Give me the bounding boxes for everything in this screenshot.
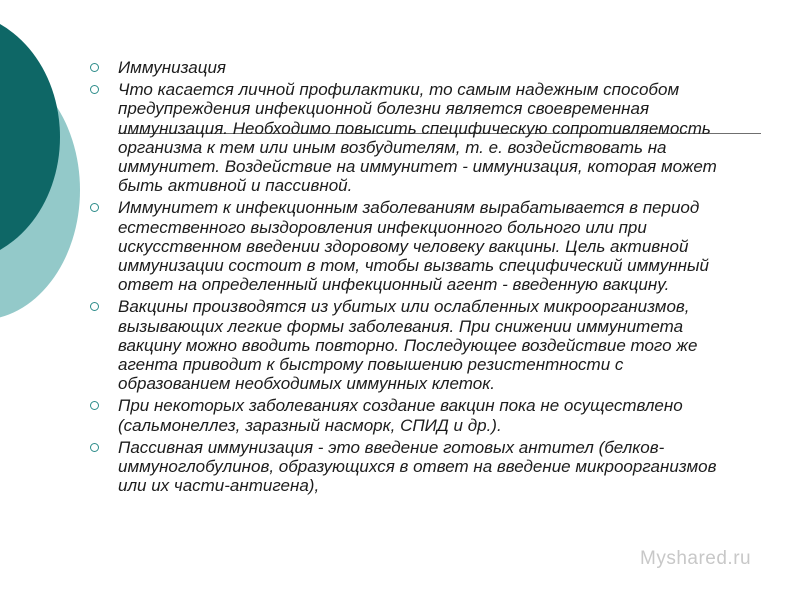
circle-outline-icon xyxy=(90,443,99,452)
bullet-item xyxy=(88,297,728,393)
circle-outline-icon xyxy=(90,63,99,72)
bullet-text: Иммунитет к инфекционным заболеваниям вырабатывается в период естественного выздоровления инфекционного больного или при искусственном введении здоровому человеку вакцины. Цель активной иммунизации состоит в том, чтобы вызвать специфический иммунный ответ на определенный инфекционный агент - введенную вакцину. xyxy=(118,198,709,295)
circle-outline-icon xyxy=(90,203,99,212)
bullet-item xyxy=(88,438,728,496)
circle-outline-icon xyxy=(90,401,99,410)
bullet-item xyxy=(88,198,728,294)
bullet-text: Что касается личной профилактики, то самым надежным способом предупреждения инфекционной болезни является своевременная иммунизация. Необходимо повысить специфическую сопротивляемость организма к тем или иным возбудителям, т. е. воздействовать на иммунитет. Воздействие на иммунитет - иммунизация, которая может быть активной и пассивной. xyxy=(118,80,717,196)
bullet-item xyxy=(88,80,728,195)
bullet-item xyxy=(88,396,728,434)
circle-outline-icon xyxy=(90,85,99,94)
watermark-text: Myshared.ru xyxy=(640,548,752,569)
slide-body xyxy=(88,58,728,498)
bullet-text: Вакцины производятся из убитых или ослабленных микроорганизмов, вызывающих легкие формы заболевания. При снижении иммунитета вакцину можно вводить повторно. Последующее воздействие того же агента приводит к быстрому повышению резистентности с образованием необходимых иммунных клеток. xyxy=(118,297,698,394)
bullet-text: При некоторых заболеваниях создание вакцин пока не осуществлено (сальмонеллез, заразный насморк, СПИД и др.). xyxy=(118,396,683,435)
bullet-text: Иммунизация xyxy=(118,58,227,77)
circle-outline-icon xyxy=(90,302,99,311)
bullet-text: Пассивная иммунизация - это введение готовых антител (белков-иммуноглобулинов, образующихся в ответ на введение микроорганизмов или их части-антигена), xyxy=(118,437,717,496)
bullet-item xyxy=(88,58,728,77)
